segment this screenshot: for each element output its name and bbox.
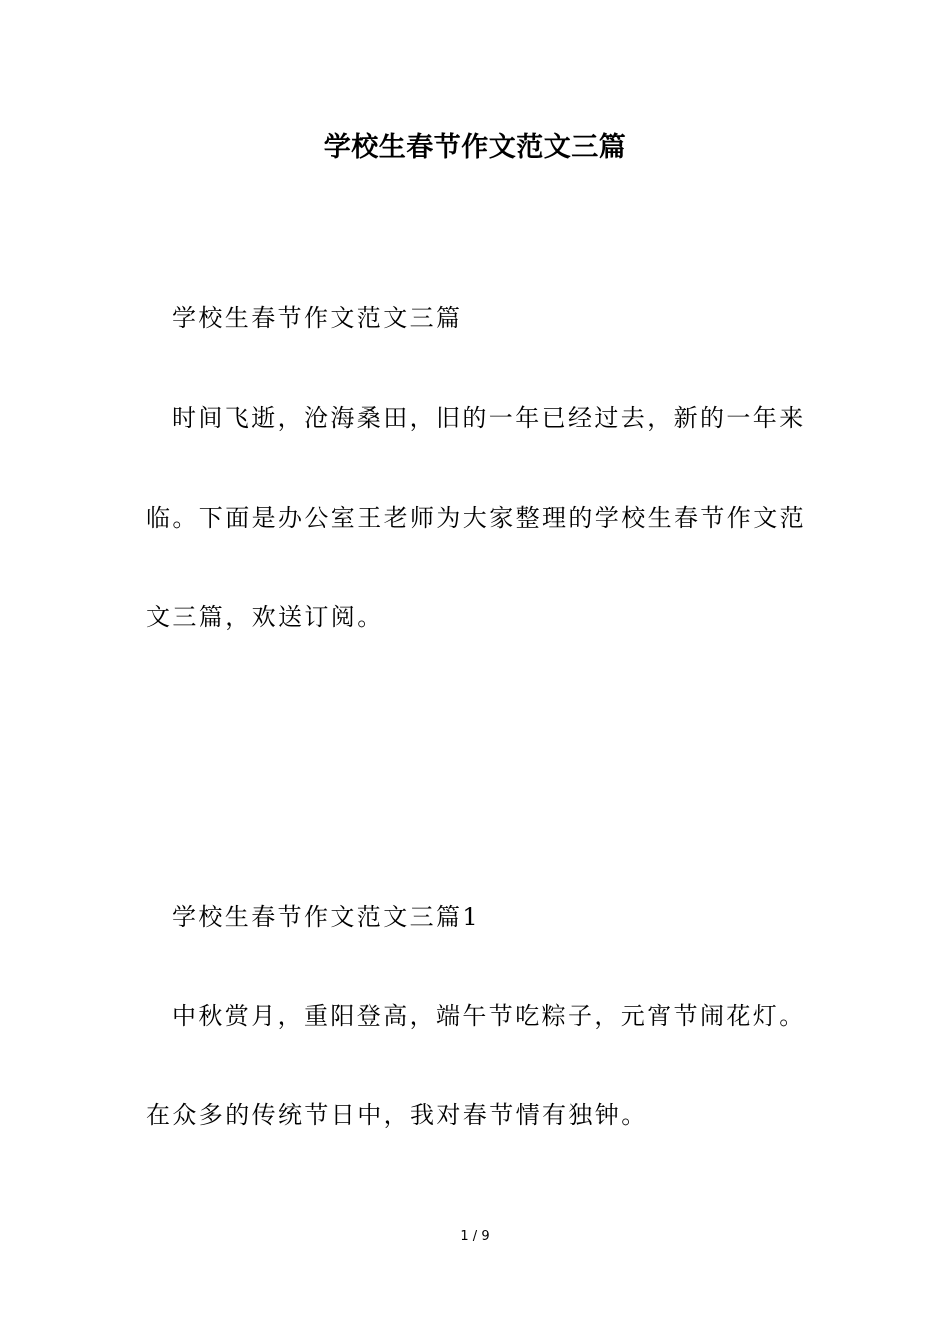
page-number: 1 / 9: [460, 1229, 490, 1244]
subtitle-line: 学校生春节作文范文三篇: [172, 304, 463, 332]
paragraph-line: 临。下面是办公室王老师为大家整理的学校生春节作文范: [146, 504, 806, 532]
paragraph-line: 中秋赏月，重阳登高，端午节吃粽子，元宵节闹花灯。: [172, 1002, 806, 1030]
section-heading: 学校生春节作文范文三篇1: [172, 903, 481, 931]
document-title: 学校生春节作文范文三篇: [323, 132, 627, 163]
paragraph-line: 时间飞逝，沧海桑田，旧的一年已经过去，新的一年来: [172, 404, 806, 432]
paragraph-line: 文三篇，欢送订阅。: [146, 603, 384, 631]
paragraph-line: 在众多的传统节日中，我对春节情有独钟。: [146, 1101, 648, 1129]
